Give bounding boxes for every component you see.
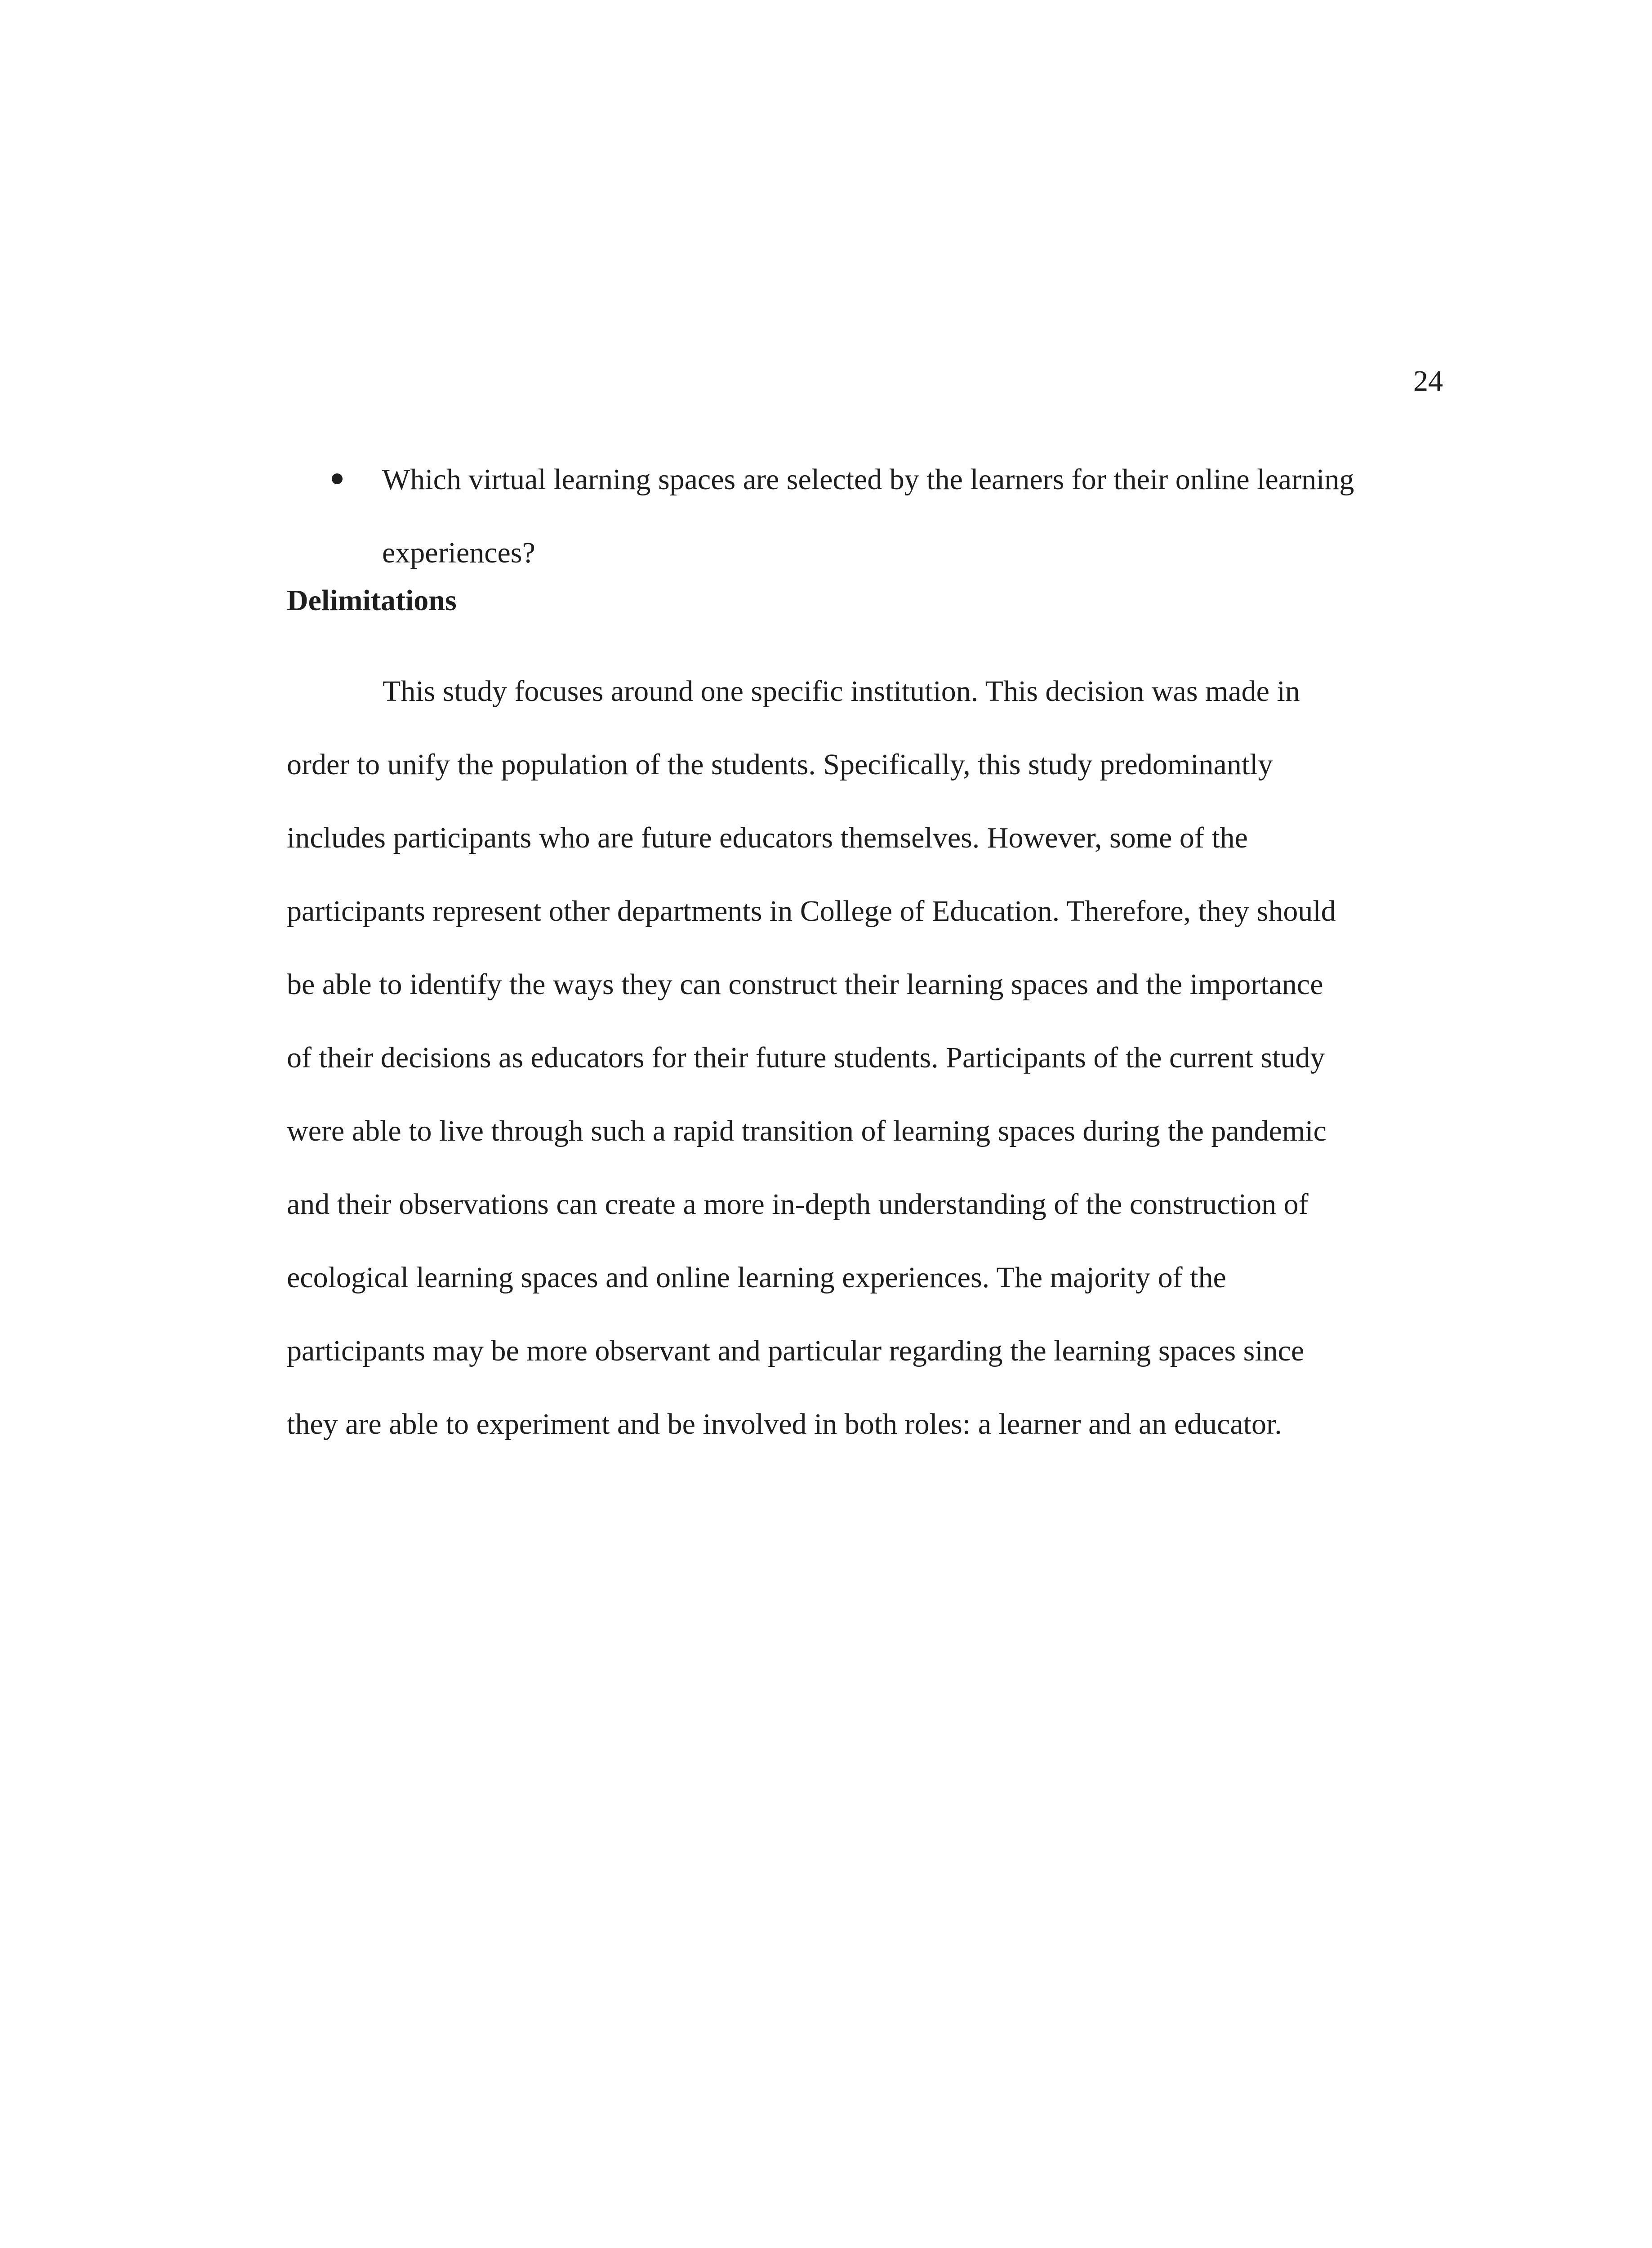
paragraph-line: of their decisions as educators for their future students. Participants of the current study — [287, 1041, 1325, 1074]
page-number: 24 — [1413, 365, 1443, 397]
paragraph-line: This study focuses around one specific institution. This decision was made in — [383, 675, 1300, 708]
bullet-text — [382, 443, 1452, 589]
body-paragraph — [287, 655, 1442, 1461]
bullet-list-item — [328, 443, 1452, 589]
paragraph-line: be able to identify the ways they can construct their learning spaces and the importance — [287, 968, 1323, 1001]
paragraph-line: order to unify the population of the students. Specifically, this study predominantly — [287, 748, 1273, 781]
paragraph-line: and their observations can create a more in-depth understanding of the construction of — [287, 1188, 1309, 1221]
paragraph-line: they are able to experiment and be involved in both roles: a learner and an educator. — [287, 1408, 1282, 1441]
bullet-line: Which virtual learning spaces are selected by the learners for their online learning — [382, 463, 1354, 496]
paragraph-line: participants represent other departments in College of Education. Therefore, they should — [287, 895, 1336, 928]
paragraph-line: participants may be more observant and particular regarding the learning spaces since — [287, 1334, 1305, 1367]
bullet-line: experiences? — [382, 536, 535, 569]
section-heading: Delimitations — [287, 584, 457, 617]
paragraph-line: ecological learning spaces and online learning experiences. The majority of the — [287, 1261, 1226, 1294]
paragraph-line: includes participants who are future educators themselves. However, some of the — [287, 821, 1248, 854]
paragraph-line: were able to live through such a rapid transition of learning spaces during the pandemic — [287, 1115, 1327, 1147]
